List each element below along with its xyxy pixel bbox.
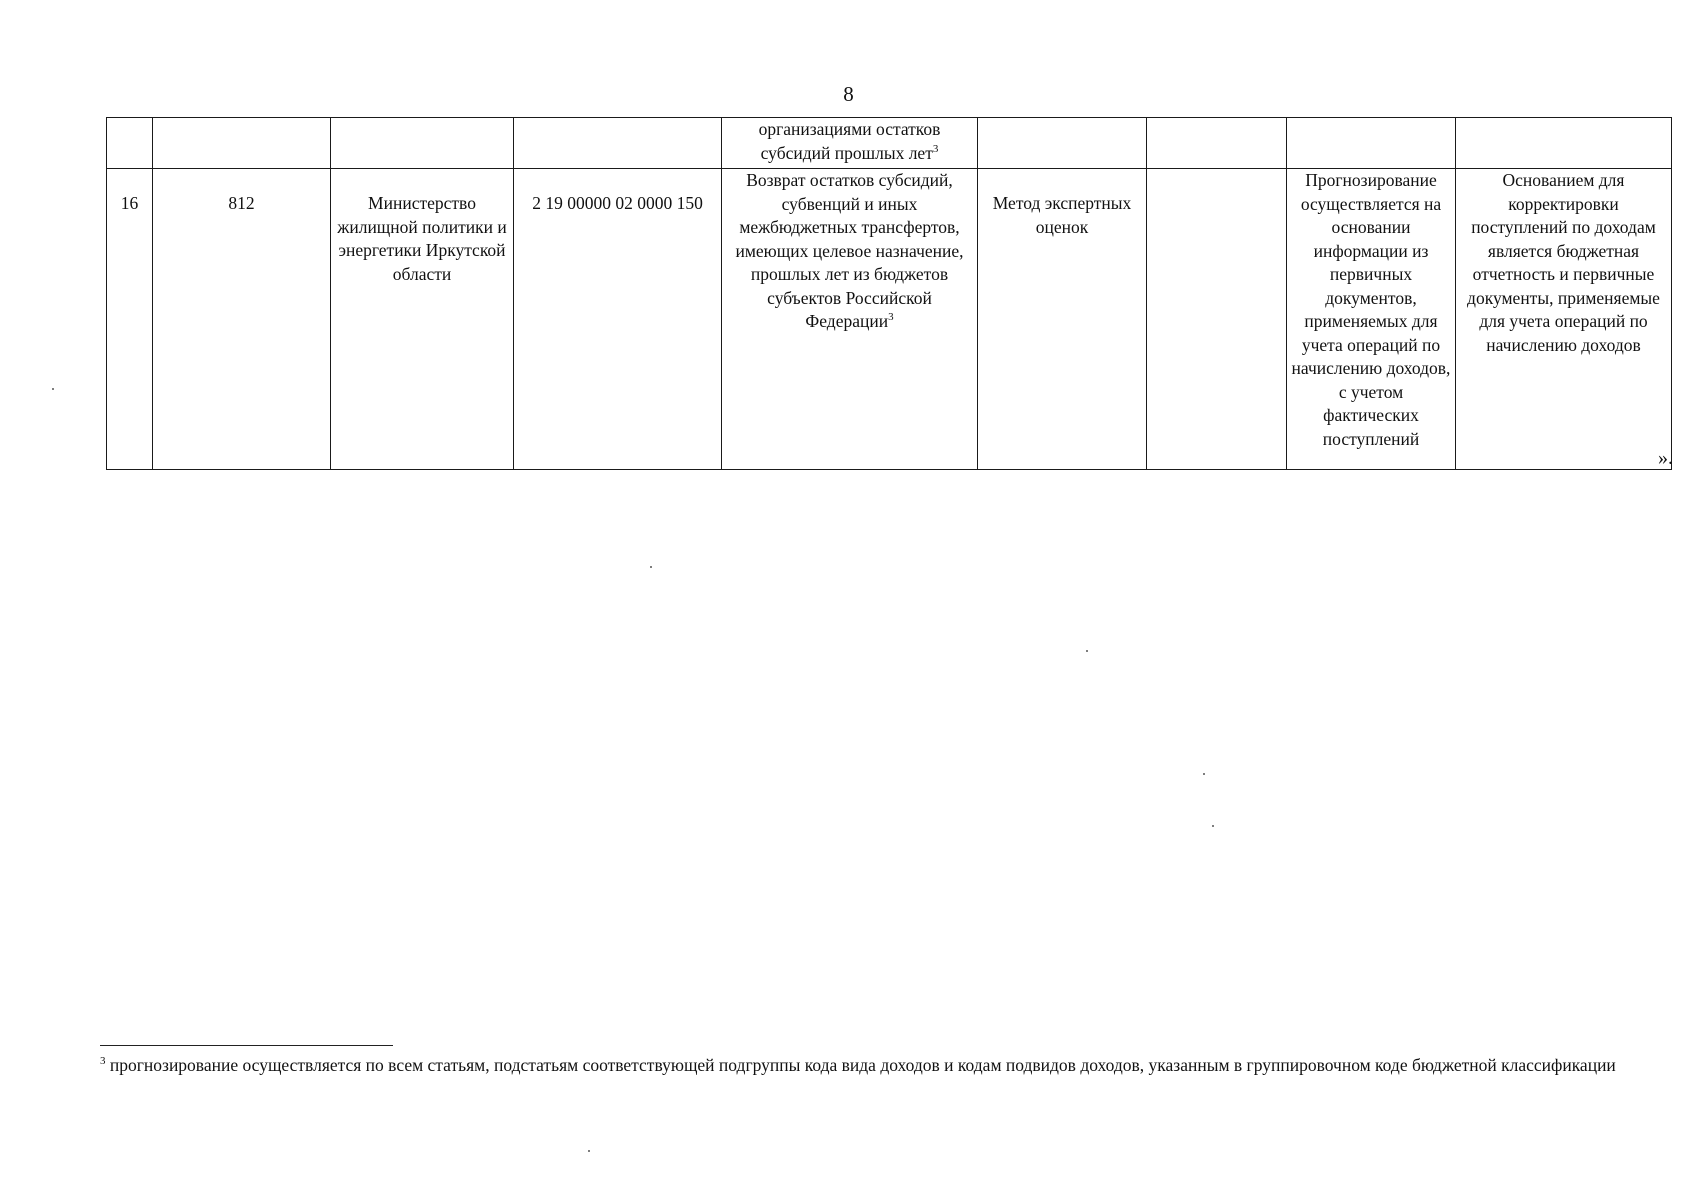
footnote-text: прогнозирование осуществляется по всем статьям, подстатьям соответствующей подгруппы кода вида доходов и кодам подвидов доходов, указанным в группировочном коде бюджетной классификации — [105, 1055, 1616, 1075]
cell-formula — [1147, 118, 1287, 169]
cell-method — [978, 118, 1147, 169]
scan-speck — [1086, 650, 1088, 652]
page-number: 8 — [843, 82, 854, 106]
footnote-marker: 3 — [100, 1055, 106, 1068]
scan-speck — [588, 1150, 590, 1152]
footnote-marker: 3 — [932, 142, 939, 155]
footnote — [100, 1054, 1665, 1078]
scan-speck — [650, 566, 652, 568]
cell-income-name — [722, 118, 978, 169]
closing-quote: ». — [1658, 447, 1673, 469]
cell-adjustment-basis: Основанием для корректировки поступлений по доходам является бюджетная отчетность и первичные документы, применяемые для учета операций по начислению доходов — [1456, 169, 1672, 470]
table-row-continuation — [107, 118, 1672, 169]
cell-method: Метод экспертных оценок — [978, 169, 1147, 470]
scan-speck — [1212, 825, 1214, 827]
table-row — [107, 169, 1672, 470]
cell-formula — [1147, 169, 1287, 470]
scan-speck — [1203, 773, 1205, 775]
cell-algorithm — [1287, 118, 1456, 169]
footnote-divider — [100, 1045, 393, 1046]
cell-income-code — [514, 118, 722, 169]
income-name-text: Возврат остатков субсидий, субвенций и иных межбюджетных трансфертов, имеющих целевое назначение, прошлых лет из бюджетов субъектов Российской Федерации — [735, 170, 964, 331]
cell-admin-code — [153, 118, 331, 169]
budget-income-table — [106, 117, 1672, 470]
cell-income-code: 2 19 00000 02 0000 150 — [514, 169, 722, 470]
footnote-marker: 3 — [888, 311, 894, 324]
income-name-text: организациями остатков субсидий прошлых лет — [758, 119, 941, 163]
cell-row-no: 16 — [107, 169, 153, 470]
cell-admin-name — [331, 118, 514, 169]
cell-admin-code: 812 — [153, 169, 331, 470]
cell-adjustment-basis — [1456, 118, 1672, 169]
cell-income-name — [722, 169, 978, 470]
cell-algorithm: Прогнозирование осуществляется на основании информации из первичных документов, применяемых для учета операций по начислению доходов, с учетом фактических поступлений — [1287, 169, 1456, 470]
scan-speck — [52, 388, 54, 390]
cell-admin-name: Министерство жилищной политики и энергетики Иркутской области — [331, 169, 514, 470]
cell-row-no — [107, 118, 153, 169]
